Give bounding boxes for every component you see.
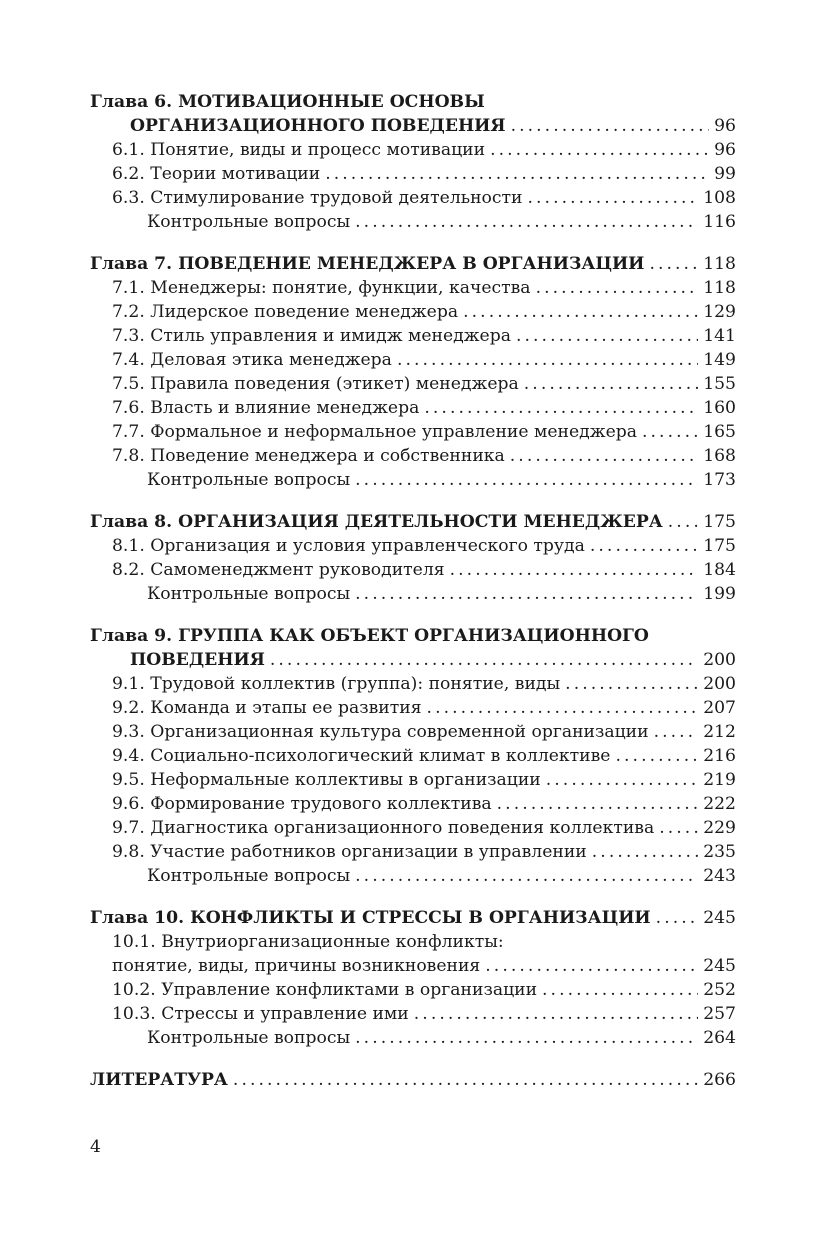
toc-entry-page: 243 <box>703 866 736 886</box>
toc-entry-label: 6.2. Теории мотивации <box>112 164 321 184</box>
toc-entry <box>90 978 736 1002</box>
toc-entry-label: 9.6. Формирование трудового коллектива <box>112 794 492 814</box>
toc-entry <box>90 300 736 324</box>
page-number: 4 <box>90 1137 101 1157</box>
toc-entry-page: 222 <box>703 794 736 814</box>
chapter-10-heading <box>90 906 736 930</box>
leader-dots <box>497 792 699 816</box>
toc-entry-label: 6.3. Стимулирование трудовой деятельности <box>112 188 523 208</box>
toc-entry-label: 10.3. Стрессы и управление ими <box>112 1004 409 1024</box>
chapter-9-heading <box>90 648 736 672</box>
toc-entry-page: 264 <box>703 1028 736 1048</box>
toc-entry-page: 199 <box>703 584 736 604</box>
toc-entry-questions <box>90 582 736 606</box>
toc-entry-label: 9.3. Организационная культура современной организации <box>112 722 649 742</box>
toc-entry-label: 7.5. Правила поведения (этикет) менеджера <box>112 374 519 394</box>
toc-entry-label: 6.1. Понятие, виды и процесс мотивации <box>112 140 486 160</box>
toc-entry-label: 7.6. Власть и влияние менеджера <box>112 398 420 418</box>
toc-entry-line1 <box>90 930 736 954</box>
toc-entry-questions <box>90 468 736 492</box>
toc-entry <box>90 138 736 162</box>
toc-entry-label: Контрольные вопросы <box>147 1028 351 1048</box>
leader-dots <box>615 744 698 768</box>
toc-entry-label: понятие, виды, причины возникновения <box>112 956 481 976</box>
toc-entry-label: 10.1. Внутриорганизационные конфликты: <box>112 932 504 952</box>
toc-entry <box>90 744 736 768</box>
leader-dots <box>485 954 698 978</box>
leader-dots <box>565 672 698 696</box>
toc-entry-label: 9.7. Диагностика организационного поведения коллектива <box>112 818 655 838</box>
toc-entry-label: 8.2. Самоменеджмент руководителя <box>112 560 445 580</box>
chapter-7-title: Глава 7. ПОВЕДЕНИЕ МЕНЕДЖЕРА В ОРГАНИЗАЦИИ <box>90 254 645 274</box>
toc-entry-label: Контрольные вопросы <box>147 470 351 490</box>
toc-entry-page: 96 <box>714 140 736 160</box>
toc-entry-page: 212 <box>703 722 736 742</box>
leader-dots <box>510 444 698 468</box>
toc-entry-page: 108 <box>703 188 736 208</box>
toc-entry-page: 175 <box>703 536 736 556</box>
toc-entry-page: 219 <box>703 770 736 790</box>
chapter-8-heading <box>90 510 736 534</box>
leader-dots <box>355 582 698 606</box>
chapter-10-page: 245 <box>703 908 736 928</box>
literature-title: ЛИТЕРАТУРА <box>90 1070 228 1090</box>
toc-entry-page: 155 <box>703 374 736 394</box>
toc-entry <box>90 792 736 816</box>
table-of-contents <box>90 90 736 1092</box>
chapter-9-title-line2: ПОВЕДЕНИЯ <box>130 650 265 670</box>
leader-dots <box>649 252 698 276</box>
toc-entry-label: 7.1. Менеджеры: понятие, функции, качества <box>112 278 531 298</box>
toc-entry <box>90 672 736 696</box>
toc-entry-page: 129 <box>703 302 736 322</box>
toc-entry-page: 207 <box>703 698 736 718</box>
leader-dots <box>592 840 698 864</box>
toc-entry-label: 10.2. Управление конфликтами в организации <box>112 980 538 1000</box>
toc-entry-label: 7.2. Лидерское поведение менеджера <box>112 302 459 322</box>
leader-dots <box>590 534 698 558</box>
literature-heading <box>90 1068 736 1092</box>
toc-entry <box>90 324 736 348</box>
leader-dots <box>546 768 698 792</box>
leader-dots <box>642 420 698 444</box>
chapter-6-title-line1: Глава 6. МОТИВАЦИОННЫЕ ОСНОВЫ <box>90 92 485 112</box>
leader-dots <box>270 648 698 672</box>
toc-entry-label: 9.4. Социально-психологический климат в коллективе <box>112 746 611 766</box>
toc-entry-page: 149 <box>703 350 736 370</box>
toc-entry <box>90 444 736 468</box>
leader-dots <box>325 162 709 186</box>
toc-entry-page: 235 <box>703 842 736 862</box>
toc-entry <box>90 696 736 720</box>
leader-dots <box>463 300 698 324</box>
leader-dots <box>414 1002 698 1026</box>
leader-dots <box>490 138 709 162</box>
leader-dots <box>355 468 698 492</box>
toc-entry <box>90 396 736 420</box>
chapter-7-page: 118 <box>703 254 736 274</box>
toc-entry-page: 141 <box>703 326 736 346</box>
toc-entry <box>90 558 736 582</box>
toc-entry-questions <box>90 864 736 888</box>
leader-dots <box>233 1068 698 1092</box>
toc-entry-label: 9.8. Участие работников организации в управлении <box>112 842 587 862</box>
toc-entry-page: 229 <box>703 818 736 838</box>
toc-entry-label: 9.5. Неформальные коллективы в организации <box>112 770 541 790</box>
toc-entry-page: 216 <box>703 746 736 766</box>
toc-entry <box>90 372 736 396</box>
chapter-9-page: 200 <box>703 650 736 670</box>
toc-entry <box>90 162 736 186</box>
leader-dots <box>450 558 699 582</box>
toc-entry-page: 165 <box>703 422 736 442</box>
toc-entry-page: 160 <box>703 398 736 418</box>
toc-entry <box>90 420 736 444</box>
toc-entry-page: 173 <box>703 470 736 490</box>
toc-entry-questions <box>90 210 736 234</box>
toc-entry <box>90 954 736 978</box>
leader-dots <box>656 906 699 930</box>
leader-dots <box>516 324 698 348</box>
toc-entry-page: 99 <box>714 164 736 184</box>
leader-dots <box>542 978 698 1002</box>
toc-entry <box>90 1002 736 1026</box>
toc-entry-page: 200 <box>703 674 736 694</box>
toc-entry-label: 7.7. Формальное и неформальное управление менеджера <box>112 422 637 442</box>
toc-entry-label: 7.8. Поведение менеджера и собственника <box>112 446 505 466</box>
leader-dots <box>654 720 699 744</box>
leader-dots <box>668 510 698 534</box>
leader-dots <box>511 114 710 138</box>
toc-entry-page: 116 <box>703 212 736 232</box>
leader-dots <box>424 396 698 420</box>
leader-dots <box>528 186 699 210</box>
chapter-6-heading <box>90 114 736 138</box>
leader-dots <box>659 816 698 840</box>
leader-dots <box>524 372 698 396</box>
toc-entry <box>90 768 736 792</box>
chapter-6-page: 96 <box>714 116 736 136</box>
toc-entry-label: 9.2. Команда и этапы ее развития <box>112 698 422 718</box>
chapter-8-page: 175 <box>703 512 736 532</box>
chapter-7-heading <box>90 252 736 276</box>
toc-entry <box>90 276 736 300</box>
leader-dots <box>397 348 698 372</box>
leader-dots <box>355 1026 698 1050</box>
leader-dots <box>355 864 698 888</box>
toc-entry-page: 184 <box>703 560 736 580</box>
toc-entry-page: 252 <box>703 980 736 1000</box>
toc-entry-page: 257 <box>703 1004 736 1024</box>
toc-entry-page: 245 <box>703 956 736 976</box>
chapter-10-title: Глава 10. КОНФЛИКТЫ И СТРЕССЫ В ОРГАНИЗАЦИИ <box>90 908 651 928</box>
toc-entry <box>90 816 736 840</box>
toc-entry <box>90 348 736 372</box>
chapter-6-title-line2: ОРГАНИЗАЦИОННОГО ПОВЕДЕНИЯ <box>130 116 506 136</box>
toc-entry-label: 8.1. Организация и условия управленческого труда <box>112 536 585 556</box>
toc-entry-label: 9.1. Трудовой коллектив (группа): понятие, виды <box>112 674 561 694</box>
toc-entry-label: 7.4. Деловая этика менеджера <box>112 350 392 370</box>
chapter-9-title-line1: Глава 9. ГРУППА КАК ОБЪЕКТ ОРГАНИЗАЦИОННОГО <box>90 626 649 646</box>
toc-entry-page: 118 <box>703 278 736 298</box>
toc-entry-page: 168 <box>703 446 736 466</box>
toc-entry <box>90 720 736 744</box>
leader-dots <box>355 210 698 234</box>
chapter-8-title: Глава 8. ОРГАНИЗАЦИЯ ДЕЯТЕЛЬНОСТИ МЕНЕДЖЕРА <box>90 512 663 532</box>
toc-entry <box>90 534 736 558</box>
toc-entry-label: Контрольные вопросы <box>147 584 351 604</box>
toc-entry-questions <box>90 1026 736 1050</box>
leader-dots <box>536 276 699 300</box>
literature-page: 266 <box>703 1070 736 1090</box>
toc-entry <box>90 186 736 210</box>
leader-dots <box>427 696 699 720</box>
toc-entry-label: Контрольные вопросы <box>147 212 351 232</box>
toc-entry-label: Контрольные вопросы <box>147 866 351 886</box>
toc-entry <box>90 840 736 864</box>
toc-entry-label: 7.3. Стиль управления и имидж менеджера <box>112 326 511 346</box>
